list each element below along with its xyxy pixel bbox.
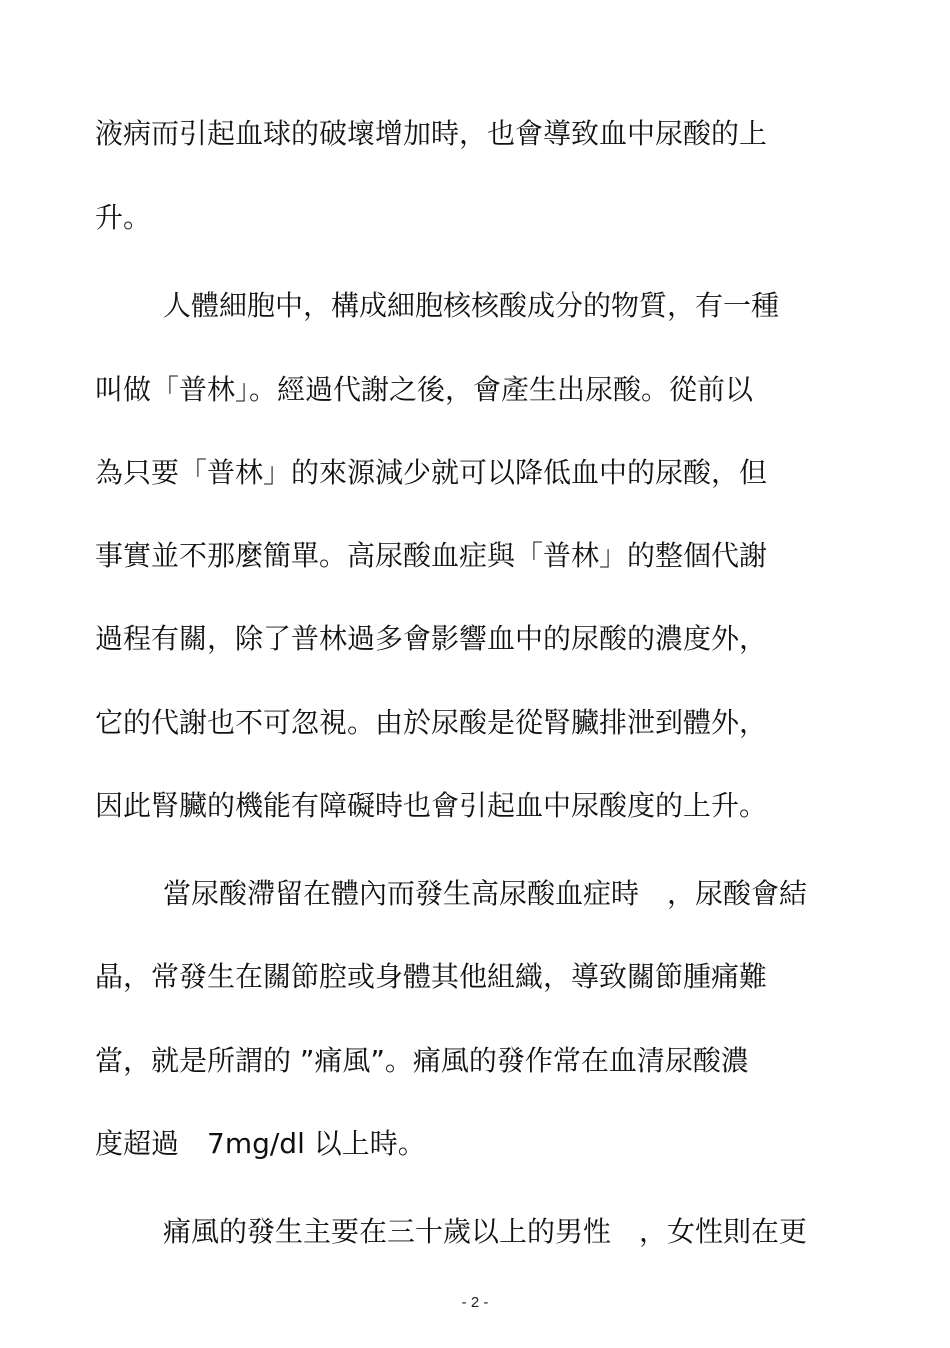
text-line: 當，就是所謂的 ”痛風”。痛風的發作常在血清尿酸濃 bbox=[95, 1044, 749, 1077]
paragraph-start-line: 痛風的發生主要在三十歲以上的男性 ，女性則在更 bbox=[163, 1215, 808, 1248]
text-line: 升。 bbox=[95, 201, 152, 234]
text-line: 它的代謝也不可忽視。由於尿酸是從腎臟排泄到體外， bbox=[95, 706, 768, 739]
text-line: 因此腎臟的機能有障礙時也會引起血中尿酸度的上升。 bbox=[95, 789, 768, 822]
text-line: 為只要「普林」的來源減少就可以降低血中的尿酸，但 bbox=[95, 456, 768, 489]
text-line: 度超過 7mg/dl 以上時。 bbox=[95, 1127, 426, 1160]
paragraph-start-line: 人體細胞中，構成細胞核核酸成分的物質，有一種 bbox=[163, 289, 780, 322]
text-line: 過程有關，除了普林過多會影響血中的尿酸的濃度外， bbox=[95, 622, 768, 655]
page-number: - 2 - bbox=[461, 1294, 489, 1311]
text-line: 液病而引起血球的破壞增加時，也會導致血中尿酸的上 bbox=[95, 117, 768, 150]
paragraph-start-line: 當尿酸滯留在體內而發生高尿酸血症時 ，尿酸會結 bbox=[163, 877, 808, 910]
text-line: 叫做「普林」。經過代謝之後，會產生出尿酸。從前以 bbox=[95, 373, 754, 406]
text-line: 晶，常發生在關節腔或身體其他組織，導致關節腫痛難 bbox=[95, 960, 768, 993]
text-line: 事實並不那麼簡單。高尿酸血症與「普林」的整個代謝 bbox=[95, 539, 768, 572]
